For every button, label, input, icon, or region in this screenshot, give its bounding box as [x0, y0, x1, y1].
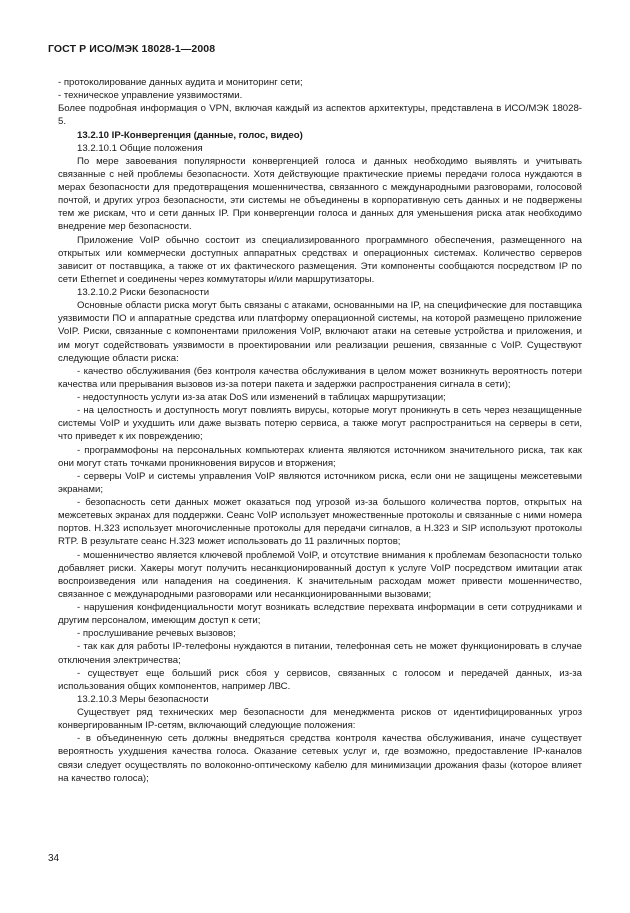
paragraph: - программофоны на персональных компьютерах клиента являются источником значительного риска, так как они могут стать точками проникновения вирусов и вторжения;	[58, 444, 582, 469]
paragraph: - серверы VoIP и системы управления VoIP являются источником риска, если они не защищены межсетевыми экранами;	[58, 470, 582, 495]
section-heading: 13.2.10 IP-Конвергенция (данные, голос, видео)	[77, 129, 303, 141]
paragraph: - безопасность сети данных может оказаться под угрозой из-за большого количества портов, открытых на межсетевых экранах для поддержки. Сеанс VoIP использует множественные протоколы и связанные с ними номера портов. H.323 использует многочисленные протоколы для передачи сигналов, а H.323 и SIP используют протоколы RTP. В результате сеанс H.323 может использовать до 11 различных портов;	[58, 497, 582, 548]
subsection-heading: 13.2.10.1 Общие положения	[77, 142, 203, 154]
paragraph: По мере завоевания популярности конвергенцией голоса и данных необходимо выявлять и учитывать связанные с ней проблемы безопасности. Хотя действующие практические приемы передачи голоса нуждаются в мерах безопасности для предотвращения мошенничества, связанного с международными разговорами, голосовой почтой, и других угроз безопасности, эти системы не объединены в корпоративную сеть данных и не подвержены тем же рискам, что и сети данных IP. При конвергенции голоса и данных для уменьшения риска атак необходимо внедрение мер безопасности.	[58, 155, 582, 233]
paragraph: - существует еще больший риск сбоя у сервисов, связанных с голосом и передачей данных, из-за использования общих компонентов, например ЛВС.	[58, 667, 582, 692]
paragraph: - протоколирование данных аудита и мониторинг сети;	[58, 77, 303, 88]
paragraph: - так как для работы IP-телефоны нуждаются в питании, телефонная сеть не может функционировать в случае отключения электричества;	[58, 641, 582, 666]
paragraph: - мошенничество является ключевой проблемой VoIP, и отсутствие внимания к проблемам безопасности только добавляет риски. Хакеры могут получить несанкционированный доступ к услуге VoIP посредством имитации атак воспроизведения или нападения на соединения. К значительным расходам может привести мошенничество, связанное с международными разговорами или несанкционированными вызовами;	[58, 549, 582, 600]
paragraph: - техническое управление уязвимостями.	[58, 90, 243, 102]
document-body	[58, 76, 582, 785]
page-number: 34	[48, 853, 60, 864]
paragraph: Существует ряд технических мер безопасности для менеджмента рисков от идентифицированных угроз конвергированным IP-сетям, включающий следующие положения:	[58, 707, 582, 732]
paragraph: - нарушения конфиденциальности могут возникать вследствие перехвата информации в сети сотрудниками и другим персоналом, имеющим доступ к сети;	[58, 602, 582, 627]
paragraph: Основные области риска могут быть связаны с атаками, основанными на IP, на специфические для поставщика уязвимости ПО и аппаратные средства или платформу операционной системы, на которой размещено приложение VoIP. Риски, связанные с компонентами приложения VoIP, включают атаки на сетевые устройства и приложения, и им могут содействовать уязвимости в проектировании или реализации решения, связанные с VoIP. Существуют следующие области риска:	[58, 300, 582, 364]
subsection-heading: 13.2.10.3 Меры безопасности	[77, 693, 209, 705]
paragraph: - в объединенную сеть должны внедряться средства контроля качества обслуживания, иначе существует вероятность ухудшения качества голоса. Оказание сетевых услуг и, где возможно, предоставление IP-каналов связи следует осуществлять по волоконно-оптическому кабелю для минимизации дрожания фазы (которое влияет на качество голоса);	[58, 733, 582, 784]
document-header: ГОСТ Р ИСО/МЭК 18028-1—2008	[48, 43, 216, 55]
paragraph: Приложение VoIP обычно состоит из специализированного программного обеспечения, размещенного на открытых или коммерчески доступных аппаратных средствах и операционных системах. Количество серверов зависит от поставщика, а также от их фактического размещения. Эти компоненты сообщаются посредством IP по сети Ethernet и соединены через коммутаторы и/или маршрутизаторы.	[58, 234, 582, 285]
subsection-heading: 13.2.10.2 Риски безопасности	[77, 287, 210, 298]
paragraph: - на целостность и доступность могут повлиять вирусы, которые могут проникнуть в сеть через незащищенные системы VoIP и ухудшить или даже вызвать потерю сервиса, а также могут распространиться на серверы в сети, что приведет к их повреждению;	[58, 405, 582, 443]
paragraph: Более подробная информация о VPN, включая каждый из аспектов архитектуры, представлена в ИСО/МЭК 18028-5.	[58, 103, 582, 128]
paragraph: - качество обслуживания (без контроля качества обслуживания в целом может возникнуть вероятность потери качества или прерывания вызовов из-за потери пакета и задержки распространения сигнала в сети);	[58, 365, 582, 390]
paragraph: - недоступность услуги из-за атак DoS или изменений в таблицах маршрутизации;	[77, 392, 446, 403]
paragraph: - прослушивание речевых вызовов;	[77, 628, 236, 640]
